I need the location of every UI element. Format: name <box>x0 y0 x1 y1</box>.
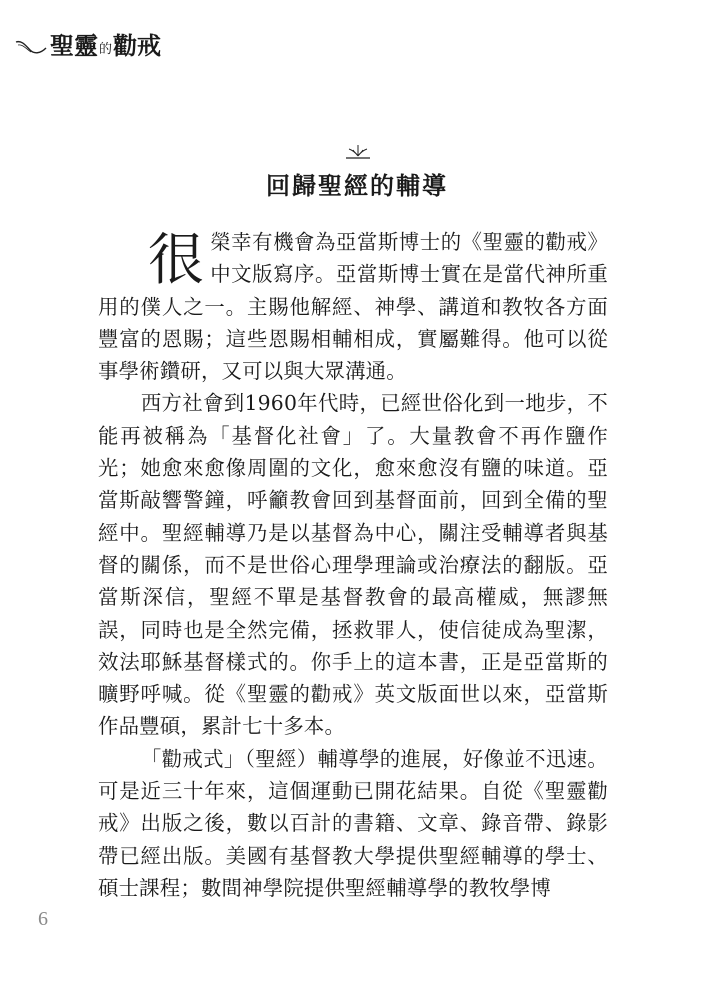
paragraph-3 <box>98 743 608 904</box>
running-header-title-part2: 的 <box>99 42 113 57</box>
paragraph-1 <box>98 226 608 387</box>
paragraph-text: 西方社會到1960年代時，已經世俗化到一地步，不能再被稱為「基督化社會」了。大量教會不再作鹽作光；她愈來愈像周圍的文化，愈來愈沒有鹽的味道。亞當斯敲響警鐘，呼籲教會回到基督面前，回到全備的聖經中。聖經輔導乃是以基督為中心，關注受輔導者與基督的關係，而不是世俗心理學理論或治療法的翻版。亞當斯深信，聖經不單是基督教會的最高權威，無謬無誤，同時也是全然完備，拯救罪人，使信徒成為聖潔，效法耶穌基督樣式的。你手上的這本書，正是亞當斯的曠野呼喊。從《聖靈的勸戒》英文版面世以來，亞當斯作品豐碩，累計七十多本。 <box>98 391 608 739</box>
crown-ornament-icon <box>345 144 371 160</box>
body-text <box>98 226 608 904</box>
swash-flourish-icon <box>14 36 48 58</box>
running-header-title-part1: 聖靈 <box>50 31 98 60</box>
paragraph-text: 「勸戒式」（聖經）輔導學的進展，好像並不迅速。可是近三十年來，這個運動已開花結果。自從《聖靈勸戒》出版之後，數以百計的書籍、文章、錄音帶、錄影帶已經出版。美國有基督教大學提供聖經輔導的學士、碩士課程；數間神學院提供聖經輔導學的教牧學博 <box>98 746 608 900</box>
paragraph-2 <box>98 387 608 742</box>
running-header-title-part3: 勸戒 <box>113 31 162 60</box>
drop-cap: 很 <box>148 228 205 293</box>
running-header <box>14 18 161 58</box>
page-number: 6 <box>38 908 48 930</box>
chapter-title: 回歸聖經的輔導 <box>266 172 448 200</box>
paragraph-text: 榮幸有機會為亞當斯博士的《聖靈的勸戒》中文版寫序。亞當斯博士實在是當代神所重用的僕人之一。主賜他解經、神學、講道和教牧各方面豐富的恩賜；這些恩賜相輔相成，實屬難得。他可以從事學術鑽研，又可以與大眾溝通。 <box>98 230 608 384</box>
